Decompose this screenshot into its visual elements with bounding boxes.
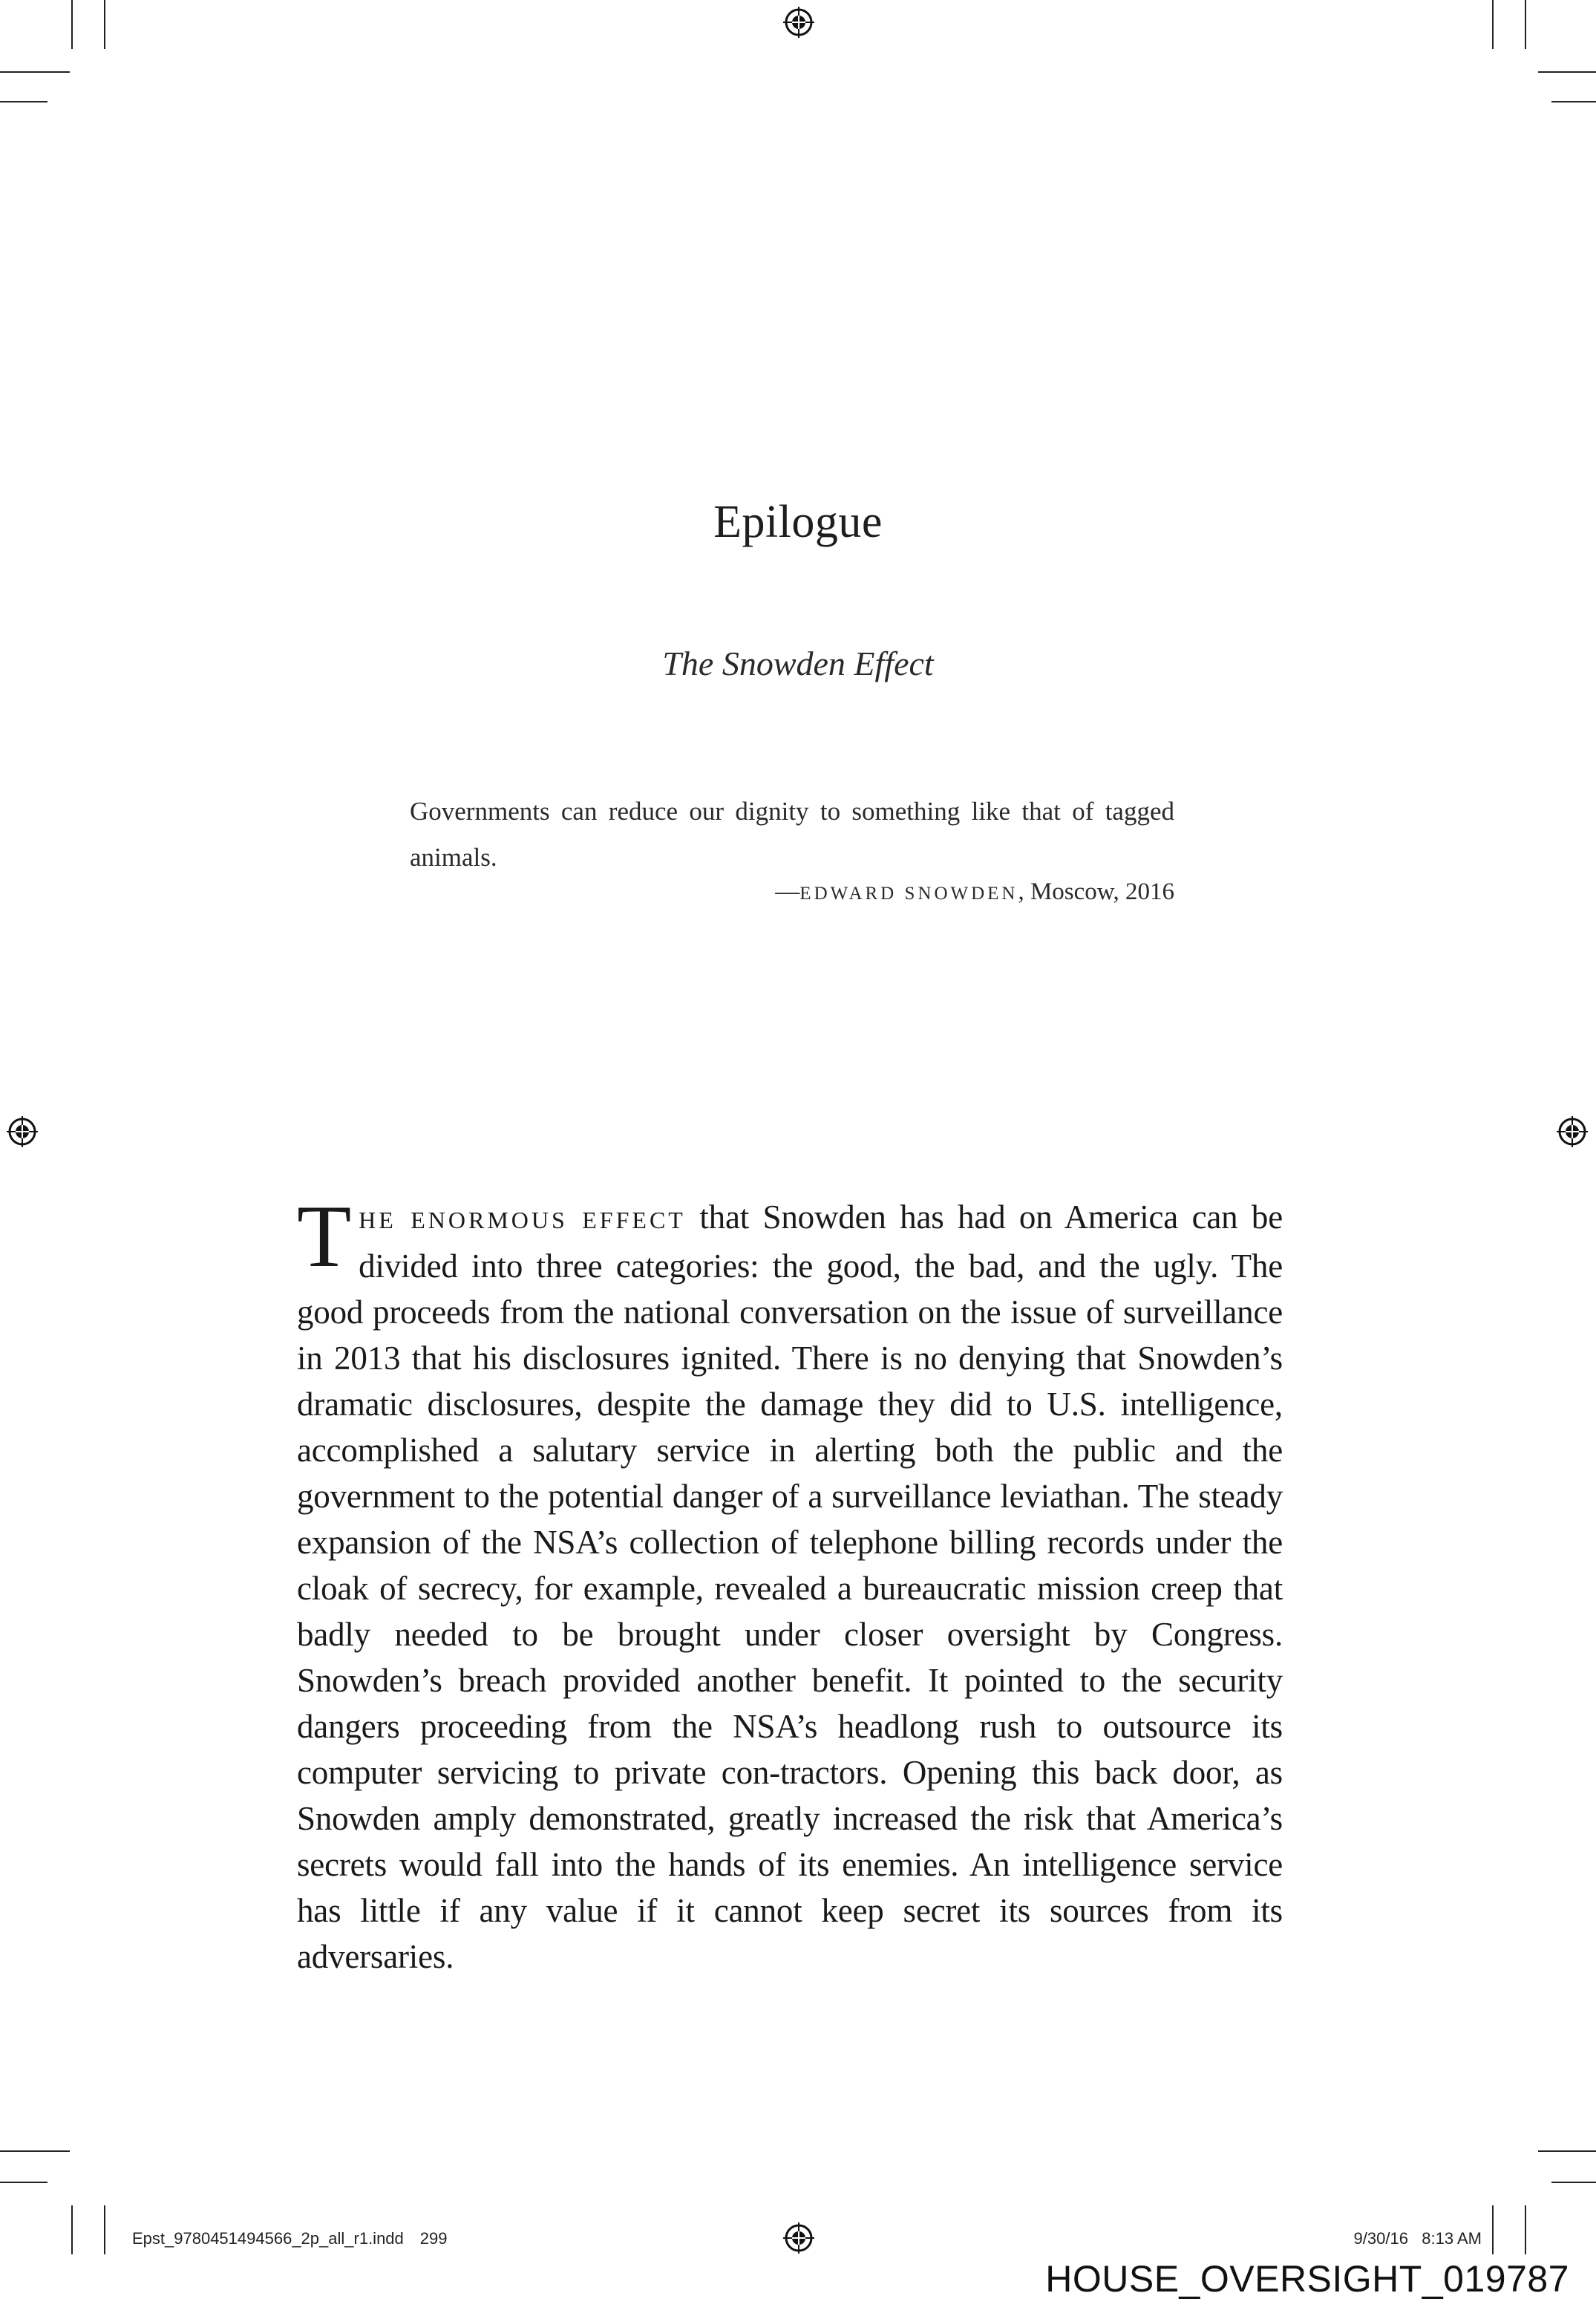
crop-mark <box>0 71 70 73</box>
crop-mark <box>1525 0 1526 49</box>
crop-mark <box>0 2150 70 2152</box>
footer-date-time: 9/30/16 8:13 AM <box>1353 2229 1482 2248</box>
crop-mark <box>104 2205 105 2254</box>
footer-file-info <box>132 2229 448 2248</box>
crop-mark <box>71 0 73 49</box>
crop-mark <box>104 0 105 49</box>
body-paragraph <box>297 1187 1283 1980</box>
crop-mark <box>1538 71 1596 73</box>
bates-stamp: HOUSE_OVERSIGHT_019787 <box>1045 2258 1569 2300</box>
crop-mark <box>71 2205 73 2254</box>
crop-mark <box>1538 2150 1596 2152</box>
crop-mark <box>1551 101 1596 102</box>
registration-mark-icon <box>782 6 815 39</box>
epigraph-quote: Governments can reduce our dignity to something like that of tagged animals. <box>410 797 1174 872</box>
chapter-title: Epilogue <box>713 497 883 547</box>
body-text: that Snowden has had on America can be divided into three categories: the good, the bad, and the ugly. The good proceeds from the national conversation on the issue of surveillance in 2013 that his disclosures ignited. There is no denying that Snowden’s dramatic disclosures, despite the damage they did to U.S. intelligence, accomplished a salutary service in alerting both the public and the government to the potential danger of a surveillance leviathan. The steady expansion of the NSA’s collection of telephone billing records under the cloak of secrecy, for example, revealed a bureaucratic mission creep that badly needed to be brought under closer oversight by Congress. Snowden’s breach provided another benefit. It pointed to the security dangers proceeding from the NSA’s headlong rush to outsource its computer servicing to private con-tractors. Opening this back door, as Snowden amply demonstrated, greatly increased the risk that America’s secrets would fall into the hands of its enemies. An intelligence service has little if any value if it cannot keep secret its sources from its adversaries. <box>297 1198 1283 1975</box>
chapter-subtitle: The Snowden Effect <box>662 645 934 682</box>
crop-mark <box>1525 2205 1526 2254</box>
crop-mark <box>1551 2182 1596 2183</box>
attribution-place: , Moscow, 2016 <box>1018 878 1174 905</box>
footer-page-number: 299 <box>419 2229 448 2248</box>
attribution-dash: — <box>775 878 800 905</box>
crop-mark <box>0 2182 48 2183</box>
footer-file-name: Epst_9780451494566_2p_all_r1.indd <box>132 2229 404 2248</box>
attribution-name: EDWARD SNOWDEN <box>799 884 1018 904</box>
lead-in: HE ENORMOUS EFFECT <box>359 1207 686 1233</box>
crop-mark <box>0 101 48 102</box>
crop-mark <box>1492 0 1494 49</box>
registration-mark-icon <box>1556 1115 1589 1148</box>
drop-cap: T <box>297 1187 352 1285</box>
crop-mark <box>1492 2205 1494 2254</box>
epigraph-attribution <box>410 878 1174 906</box>
registration-mark-icon <box>782 2222 815 2254</box>
registration-mark-icon <box>6 1115 39 1148</box>
